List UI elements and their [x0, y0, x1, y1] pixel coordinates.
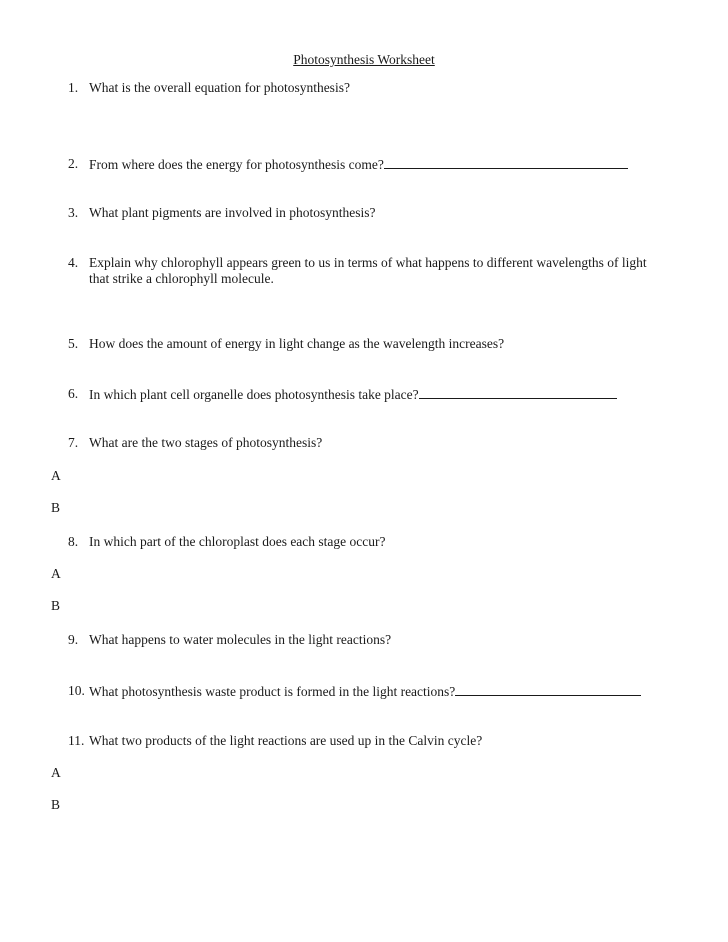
- question-9: [68, 632, 668, 648]
- question-number: 2.: [68, 156, 79, 171]
- question-8: [68, 534, 668, 550]
- question-text: What are the two stages of photosynthesis?: [89, 435, 323, 450]
- question-text: What photosynthesis waste product is formed in the light reactions?: [89, 684, 456, 699]
- question-text: From where does the energy for photosynthesis come?: [89, 157, 384, 172]
- question-1: [68, 80, 668, 96]
- question-text: In which plant cell organelle does photosynthesis take place?: [89, 387, 419, 402]
- answer-label-a: A: [51, 468, 61, 483]
- question-number: 6.: [68, 386, 79, 401]
- question-7: [68, 435, 668, 451]
- question-text: What happens to water molecules in the light reactions?: [89, 632, 392, 647]
- question-text: What is the overall equation for photosynthesis?: [89, 80, 350, 95]
- answer-label-a: A: [51, 765, 61, 780]
- question-number: 9.: [68, 632, 79, 647]
- question-text: What plant pigments are involved in photosynthesis?: [89, 205, 376, 220]
- answer-blank[interactable]: [384, 156, 628, 169]
- question-text-row: [89, 386, 688, 403]
- question-3: [68, 205, 668, 221]
- question-5: [68, 336, 668, 352]
- answer-label-a: A: [51, 566, 61, 581]
- answer-label-b: B: [51, 500, 61, 515]
- question-text: In which part of the chloroplast does each stage occur?: [89, 534, 386, 549]
- question-number: 5.: [68, 336, 79, 351]
- answer-blank[interactable]: [455, 683, 641, 696]
- answer-label-b: B: [51, 797, 61, 812]
- question-number: 8.: [68, 534, 79, 549]
- question-4: [68, 255, 668, 287]
- question-text-row: [89, 156, 688, 173]
- question-2: [68, 156, 688, 173]
- answer-blank[interactable]: [419, 386, 617, 399]
- question-number: 3.: [68, 205, 79, 220]
- question-11: [68, 733, 668, 749]
- question-text: Explain why chlorophyll appears green to us in terms of what happens to different wavelengths of light that strike a chlorophyll molecule.: [89, 255, 647, 286]
- question-10: [68, 683, 708, 700]
- question-number: 7.: [68, 435, 79, 450]
- question-text: How does the amount of energy in light change as the wavelength increases?: [89, 336, 505, 351]
- question-number: 11.: [68, 733, 85, 748]
- question-number: 1.: [68, 80, 79, 95]
- question-number: 10.: [68, 683, 85, 698]
- answer-label-b: B: [51, 598, 61, 613]
- question-text-row: [89, 683, 708, 700]
- question-text: What two products of the light reactions are used up in the Calvin cycle?: [89, 733, 483, 748]
- question-6: [68, 386, 688, 403]
- worksheet-title: Photosynthesis Worksheet: [293, 52, 435, 67]
- question-number: 4.: [68, 255, 79, 270]
